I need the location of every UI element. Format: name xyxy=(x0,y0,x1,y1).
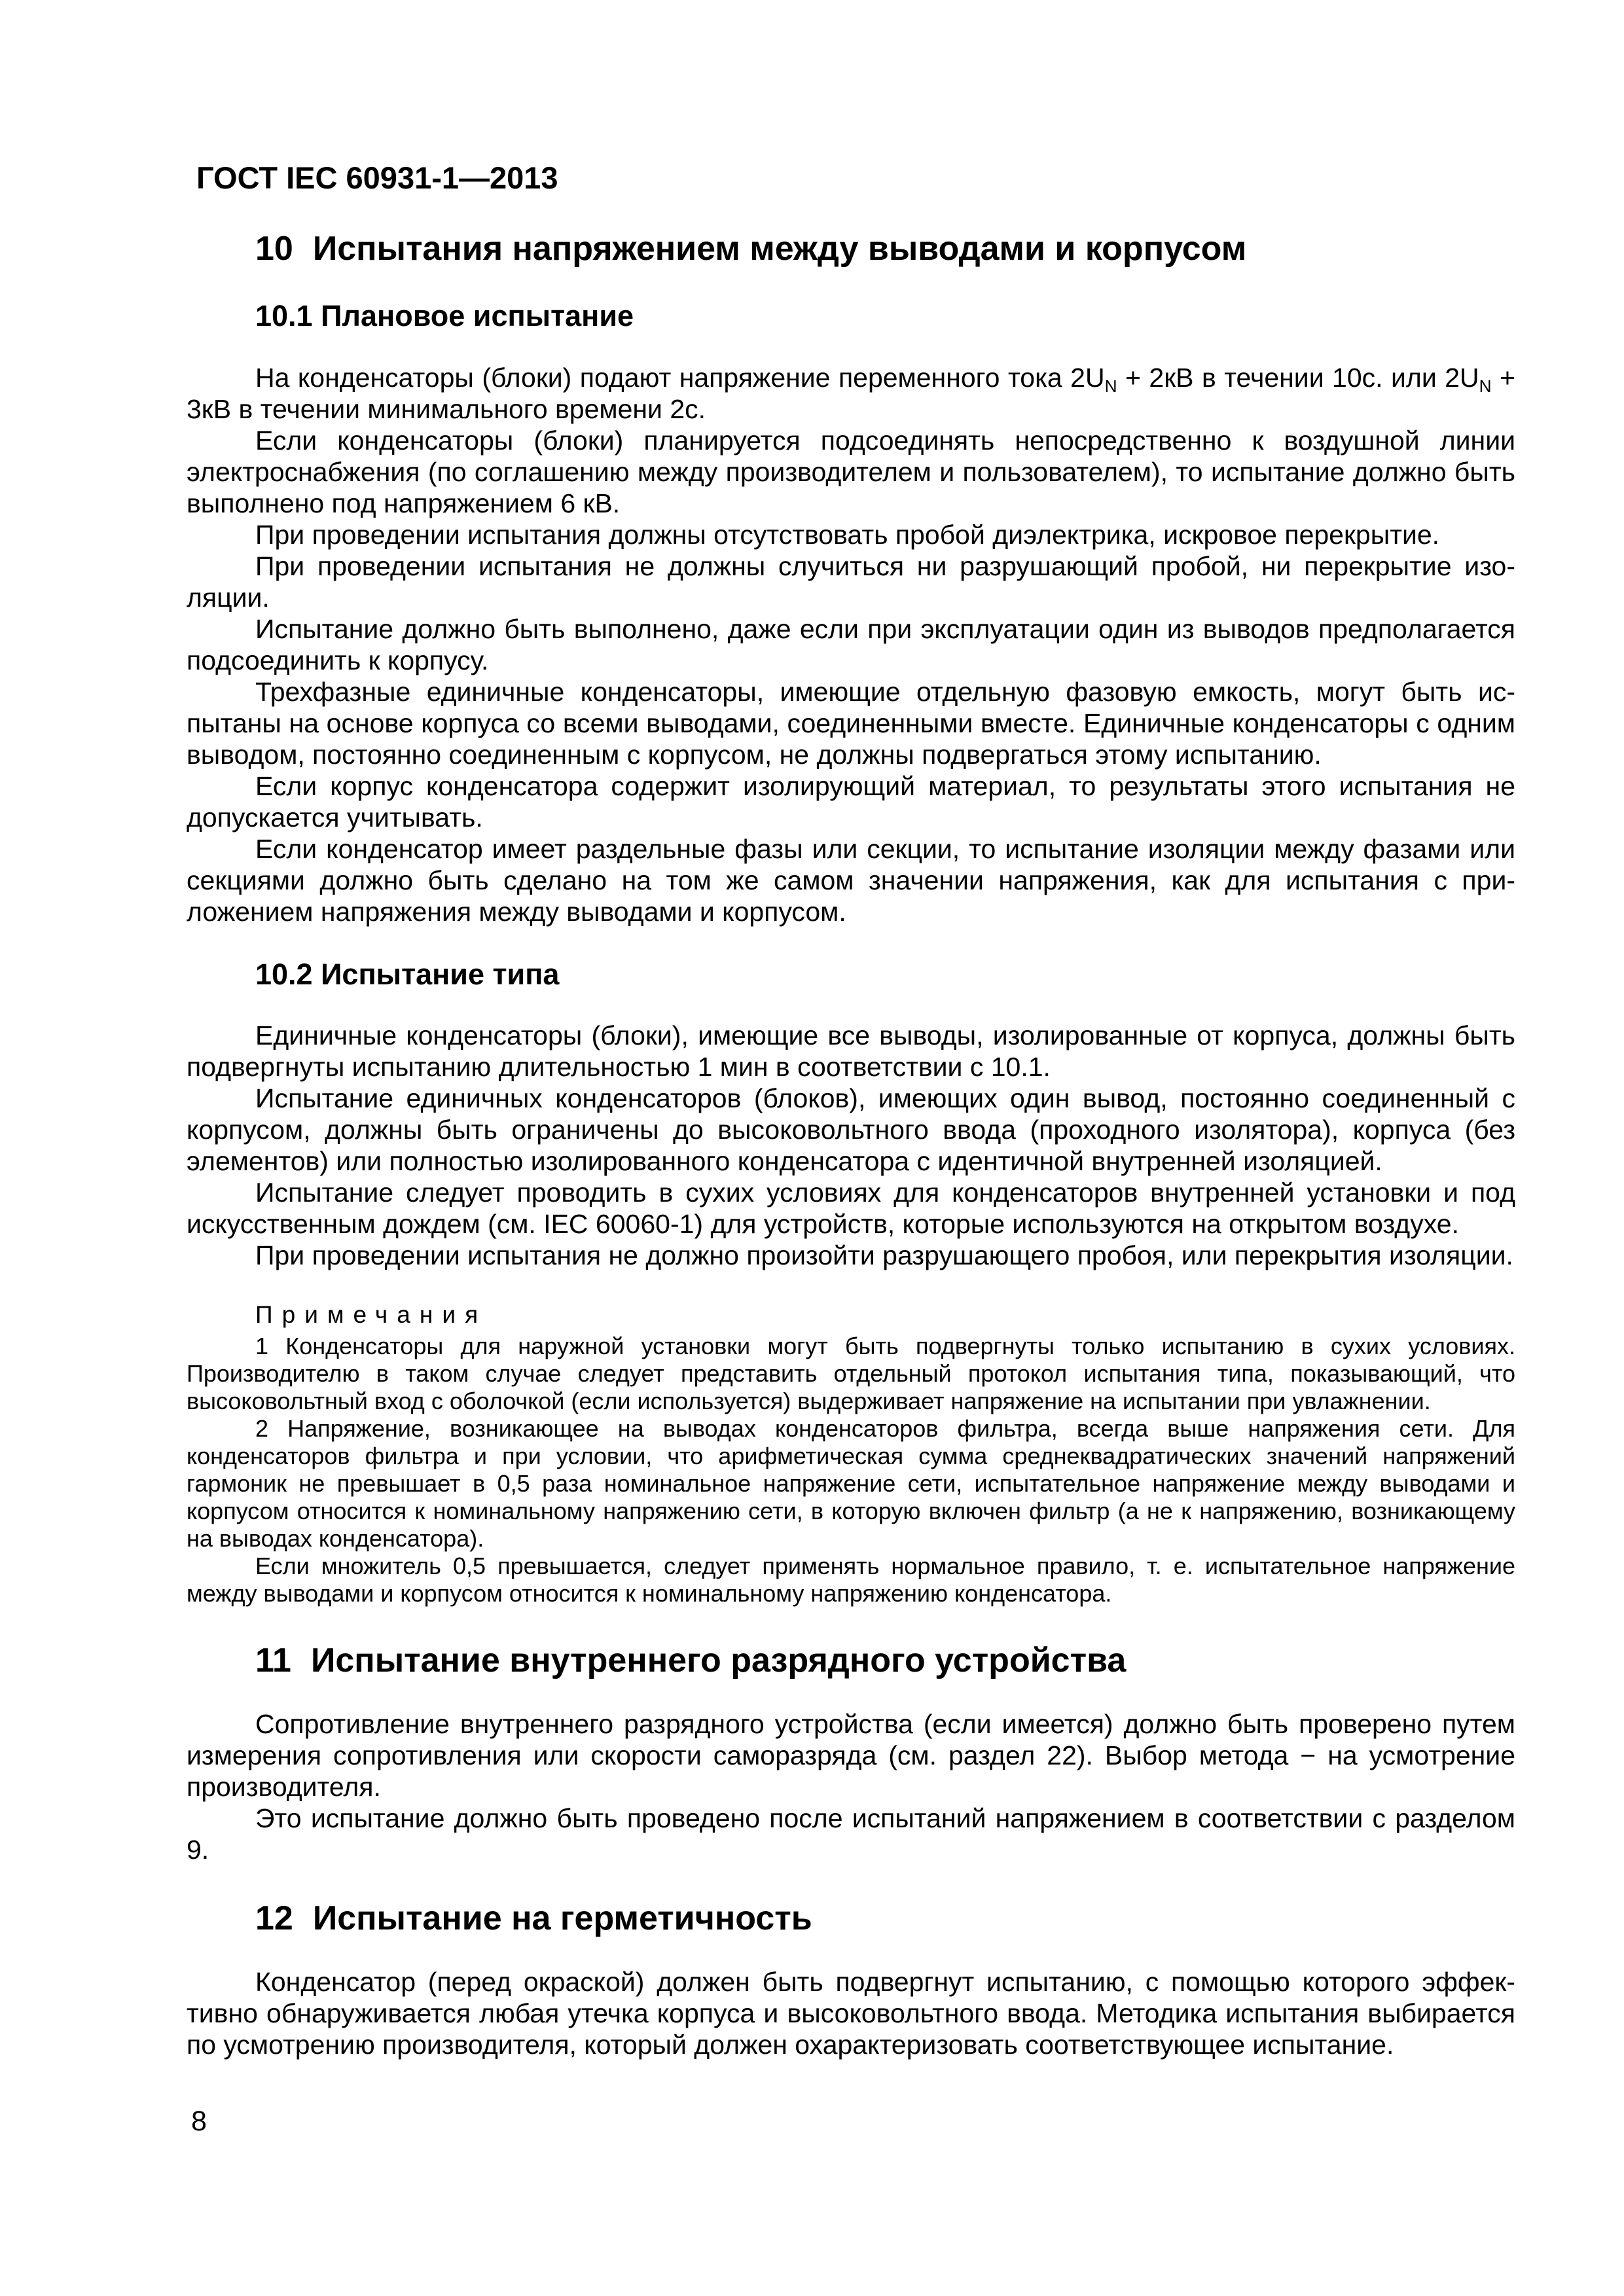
note-1: 1 Конденсаторы для наружной установки могут быть подвергнуты только испытанию в сухих условиях. Производителю в таком случае следует представить отдельный протокол испытания типа, показывающий, что высоковольтный вход с оболочкой (если используется) выдерживает напряжение на испытании при увлажнении. xyxy=(187,1333,1515,1415)
subsection-10-1-heading: 10.1 Плановое испытание xyxy=(255,298,634,332)
subscript-n: N xyxy=(1479,376,1492,396)
paragraph-10-2-3: Испытание следует проводить в сухих условиях для конденсаторов внутренней установки и под искусственным дождем (см. IEC 60060-1) для устройств, которые используются на открытом воздухе. xyxy=(187,1177,1515,1240)
text-run: + 3кВ в течении минимального времени 2с. xyxy=(187,362,1515,424)
paragraph-10-2-1: Единичные конденсаторы (блоки), имеющие все выводы, изолированные от корпуса, должны быть подвергнуты испытанию длительностью 1 мин в соответствии с 10.1. xyxy=(187,1020,1515,1083)
paragraph-10-1-8: Если конденсатор имеет раздельные фазы или секции, то испытание изоляции между фазами или секциями должно быть сделано на том же самом значении напряжения, как для испытания с приложением напряжения между выводами и корпусом. xyxy=(187,833,1515,927)
paragraph-10-2-2: Испытание единичных конденсаторов (блоков), имеющих один вывод, постоянно соединенный с корпусом, должны быть ограничены до высоковольтного ввода (проходного изолятора), корпуса (без элементов) или полностью изолированного конденсатора с идентичной внутренней изоляцией. xyxy=(187,1083,1515,1177)
section-title: Испытание на герметичность xyxy=(312,1899,812,1938)
text-run: На конденсаторы (блоки) подают напряжение переменного тока 2U xyxy=(255,362,1105,393)
note-3: Если множитель 0,5 превышается, следует применять нормальное правило, т. е. испытательное напряжение между выводами и корпусом относится к номинальному напряжению конденсатора. xyxy=(187,1552,1515,1607)
paragraph-12-1: Конденсатор (перед окраской) должен быть подвергнут испытанию, с помощью которого эффективно обнаруживается любая утечка корпуса и высоковольтного ввода. Методика испытания выбирается по усмотрению производителя, который должен охарактеризовать соответствующее испытание. xyxy=(187,1966,1515,2060)
paragraph-10-1-6: Трехфазные единичные конденсаторы, имеющие отдельную фазовую емкость, могут быть испытаны на основе корпуса со всеми выводами, соединенными вместе. Единичные конденсаторы с одним выводом, постоянно соединенным с корпусом, не должны подвергаться этому испытанию. xyxy=(187,676,1515,770)
paragraph-10-1-2: Если конденсаторы (блоки) планируется подсоединять непосредственно к воздушной линии электроснабжения (по соглашению между производителем и пользователем), то испытание должно быть выполнено под напряжением 6 кВ. xyxy=(187,425,1515,518)
section-11-heading xyxy=(255,1641,1515,1681)
paragraph-10-1-4: При проведении испытания не должны случиться ни разрушающий пробой, ни перекрытие изоляции. xyxy=(187,550,1515,613)
paragraph-10-1-3: При проведении испытания должны отсутствовать пробой диэлектрика, искровое перекрытие. xyxy=(255,519,1440,550)
note-2: 2 Напряжение, возникающее на выводах конденсаторов фильтра, всегда выше напряжения сети. Для конденсаторов фильтра и при условии, что арифметическая сумма среднеквадратических значений напряжений гармоник не превышает в 0,5 раза номинальное напряжение сети, испытательное напряжение между выводами и корпусом относится к номинальному напряжению сети, в которую включен фильтр (а не к напряжению, возникающему на выводах конденсатора). xyxy=(187,1415,1515,1552)
section-number: 11 xyxy=(255,1641,291,1680)
subscript-n: N xyxy=(1104,376,1117,396)
section-number: 12 xyxy=(255,1899,293,1938)
section-number: 10 xyxy=(255,230,293,268)
paragraph-10-1-1 xyxy=(187,362,1515,425)
text-run: + 2кВ в течении 10с. или 2U xyxy=(1117,362,1479,393)
text-block xyxy=(187,160,1515,2060)
standard-designation-header: ГОСТ IEC 60931-1—2013 xyxy=(196,160,558,195)
section-title: Испытание внутреннего разрядного устройства xyxy=(310,1641,1127,1680)
paragraph-11-2: Это испытание должно быть проведено после испытаний напряжением в соответствии с разделом 9. xyxy=(187,1803,1515,1865)
page-number: 8 xyxy=(191,2106,207,2137)
section-12-heading xyxy=(255,1899,1515,1939)
section-title: Испытания напряжением между выводами и корпусом xyxy=(312,230,1247,268)
paragraph-10-1-5: Испытание должно быть выполнено, даже если при эксплуатации один из выводов предполагается подсоединить к корпусу. xyxy=(187,613,1515,675)
notes-label: Примечания xyxy=(255,1301,488,1329)
subsection-10-2-heading: 10.2 Испытание типа xyxy=(255,957,560,991)
paragraph-11-1: Сопротивление внутреннего разрядного устройства (если имеется) должно быть проверено путем измерения сопротивления или скорости саморазряда (см. раздел 22). Выбор метода − на усмотрение производителя. xyxy=(187,1709,1515,1803)
paragraph-10-2-4: При проведении испытания не должно произойти разрушающего пробоя, или перекрытия изоляции. xyxy=(255,1240,1513,1271)
section-10-heading xyxy=(255,230,1515,269)
paragraph-10-1-7: Если корпус конденсатора содержит изолирующий материал, то результаты этого испытания не допускается учитывать. xyxy=(187,770,1515,833)
